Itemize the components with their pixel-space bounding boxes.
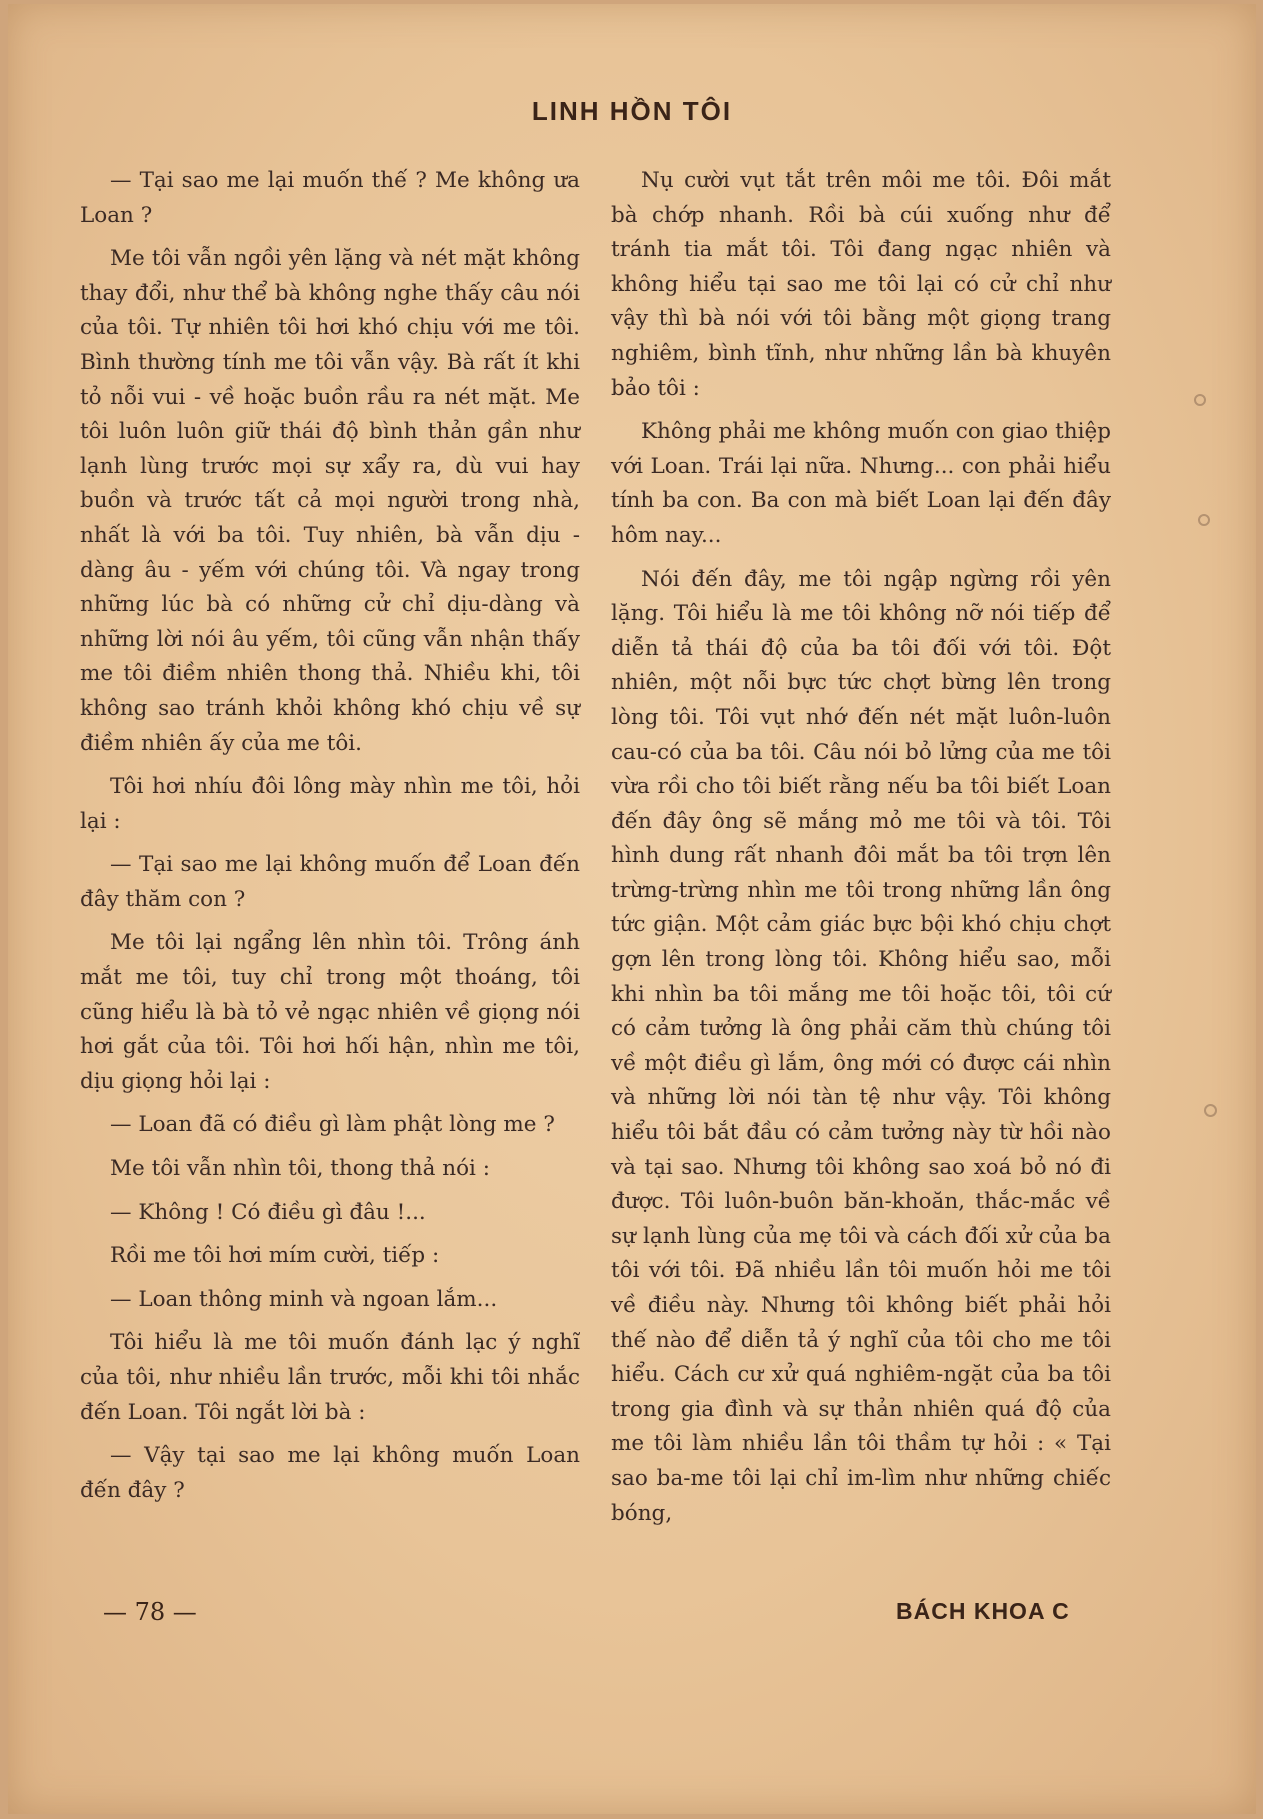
paragraph: — Loan thông minh và ngoan lắm... [110,1286,498,1312]
paragraph: — Vậy tại sao me lại không muốn Loan đến đây ? [80,1443,580,1503]
paragraph: — Tại sao me lại không muốn để Loan đến đây thăm con ? [80,852,580,912]
paragraph: Nói đến đây, me tôi ngập ngừng rồi yên lặng. Tôi hiểu là me tôi không nỡ nói tiếp để diễn tả thái độ của ba tôi đối với tôi. Đột nhiên, một nỗi bực tức chợt bừng lên trong lòng tôi. Tôi vụt nhớ đến nét mặt luôn-luôn cau-có của ba tôi. Câu nói bỏ lửng của me tôi vừa rồi cho tôi biết rằng nếu ba tôi biết Loan đến đây ông sẽ mắng mỏ me tôi và tôi. Tôi hình dung rất nhanh đôi mắt ba tôi trợn lên trừng-trừng nhìn me tôi trong những lần ông tức giận. Một cảm giác bực bội khó chịu chợt gợn lên trong lòng tôi. Không hiểu sao, mỗi khi nhìn ba tôi mắng me tôi hoặc tôi, tôi cứ có cảm tưởng là ông phải căm thù chúng tôi về một điều gì lắm, ông mới có được cái nhìn và những lời nói tàn tệ như vậy. Tôi không hiểu tôi bắt đầu có cảm tưởng này từ hồi nào và tại sao. Nhưng tôi không sao xoá bỏ nó đi được. Tôi luôn-buôn băn-khoăn, thắc-mắc về sự lạnh lùng của mẹ tôi và cách đối xử của ba tôi với tôi. Đã nhiều lần tôi muốn hỏi me tôi về điều này. Nhưng tôi không biết phải hỏi thế nào để diễn tả ý nghĩ của tôi cho me tôi hiểu. Cách cư xử quá nghiêm-ngặt của ba tôi trong gia đình và sự thản nhiên quá độ của me tôi làm nhiều lần tôi thầm tự hỏi : « Tại sao ba-me tôi lại chỉ im-lìm như những chiếc bóng, [611,566,1111,1526]
paragraph: Me tôi vẫn ngồi yên lặng và nét mặt không thay đổi, như thể bà không nghe thấy câu nói của tôi. Tự nhiên tôi hơi khó chịu với me tôi. Bình thường tính me tôi vẫn vậy. Bà rất ít khi tỏ nỗi vui - về hoặc buồn rầu ra nét mặt. Me tôi luôn luôn giữ thái độ bình thản gần như lạnh lùng trước mọi sự xẩy ra, dù vui hay buồn và trước tất cả mọi người trong nhà, nhất là với ba tôi. Tuy nhiên, bà vẫn dịu - dàng âu - yếm với chúng tôi. Và ngay trong những lúc bà có những cử chỉ dịu-dàng và những lời nói âu yếm, tôi cũng vẫn nhận thấy me tôi điềm nhiên thong thả. Nhiều khi, tôi không sao tránh khỏi không khó chịu về sự điềm nhiên ấy của me tôi. [80,246,580,756]
paragraph: Me tôi vẫn nhìn tôi, thong thả nói : [110,1156,491,1182]
magazine-name: BÁCH KHOA C [896,1598,1070,1624]
paragraph: Tôi hiểu là me tôi muốn đánh lạc ý nghĩ của tôi, như nhiều lần trước, mỗi khi tôi nhắc đến Loan. Tôi ngắt lời bà : [80,1330,580,1425]
paragraph: Nụ cười vụt tắt trên môi me tôi. Đôi mắt bà chớp nhanh. Rồi bà cúi xuống như để tránh tia mắt tôi. Tôi đang ngạc nhiên và không hiểu tại sao me tôi lại có cử chỉ như vậy thì bà nói với tôi bằng một giọng trang nghiêm, bình tĩnh, như những lần bà khuyên bảo tôi : [611,168,1111,401]
magazine-page [8,4,1256,1814]
paragraph: Rồi me tôi hơi mím cười, tiếp : [110,1243,440,1269]
paragraph: — Tại sao me lại muốn thế ? Me không ưa Loan ? [80,168,580,228]
paper-spot [1204,1104,1217,1117]
right-column [611,164,1111,1540]
left-column [80,164,580,1517]
paragraph: Tôi hơi nhíu đôi lông mày nhìn me tôi, hỏi lại : [80,774,580,834]
paragraph: Không phải me không muốn con giao thiệp với Loan. Trái lại nữa. Nhưng... con phải hiểu tính ba con. Ba con mà biết Loan lại đến đây hôm nay... [611,419,1111,548]
page-number: — 78 — [103,1598,197,1626]
paragraph: Me tôi lại ngẩng lên nhìn tôi. Trông ánh mắt me tôi, tuy chỉ trong một thoáng, tôi cũng hiểu là bà tỏ vẻ ngạc nhiên về giọng nói hơi gắt của tôi. Tôi hơi hối hận, nhìn me tôi, dịu giọng hỏi lại : [80,930,580,1094]
paper-spot [1198,514,1210,526]
paragraph: — Loan đã có điều gì làm phật lòng me ? [110,1112,555,1138]
running-header: LINH HỒN TÔI [531,96,733,126]
paragraph: — Không ! Có điều gì đâu !... [110,1199,426,1225]
paper-spot [1194,394,1206,406]
